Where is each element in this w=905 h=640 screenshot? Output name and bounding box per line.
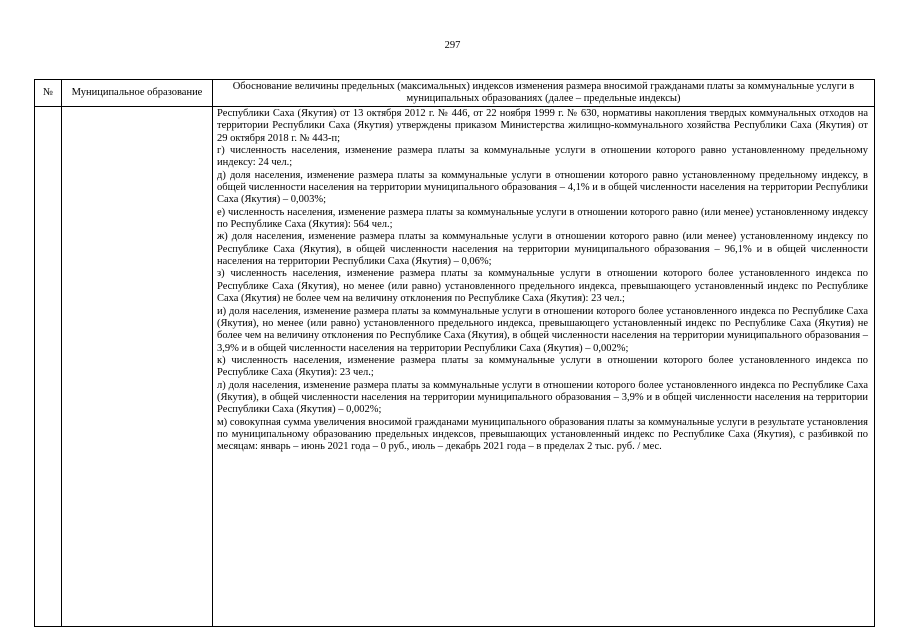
- cell-justification: [213, 107, 875, 627]
- paragraph-z: з) численность населения, изменение размера платы за коммунальные услуги в отношении которого более установленного индекса по Республике Саха (Якутия), но менее (или равно) установленного предельного индекса, превышающего установленный индекс по Республике Саха (Якутия) не более чем на величину отклонения по Республике Саха (Якутия): 23 чел.;: [217, 268, 868, 305]
- paragraph-i: и) доля населения, изменение размера платы за коммунальные услуги в отношении которого более установленного индекса по Республике Саха (Якутия), но менее (или равно) установленного предельного индекса, превышающего установленный индекс по Республике Саха (Якутия) не более чем на величину отклонения по Республике Саха (Якутия), в общей численности населения на территории муниципального образования – 3,9% и в общей численности населения на территории Республики Саха (Якутия) – 0,002%;: [217, 305, 868, 354]
- table-header-row: [35, 80, 875, 107]
- header-municipality: Муниципальное образование: [62, 80, 213, 107]
- cell-municipality: [62, 107, 213, 627]
- table-row: [35, 107, 875, 627]
- justification-table: [34, 79, 875, 627]
- paragraph-g: г) численность населения, изменение размера платы за коммунальные услуги в отношении которого равно установленному предельному индексу: 24 чел.;: [217, 145, 868, 169]
- paragraph-e: е) численность населения, изменение размера платы за коммунальные услуги в отношении которого равно (или менее) установленному индексу по Республике Саха (Якутия): 564 чел.;: [217, 206, 868, 231]
- paragraph-m: м) совокупная сумма увеличения вносимой гражданами муниципального образования платы за коммунальные услуги в результате установления по муниципальному образованию предельных индексов, превышающих установленный индекс по Республике Саха (Якутия), с разбивкой по месяцам: январь – июнь 2021 года – 0 руб., июль – декабрь 2021 года – в пределах 2 тыс. руб. / мес.: [217, 416, 868, 453]
- justification-text: [213, 107, 874, 454]
- page-number: 297: [444, 40, 461, 51]
- paragraph-continuation: Республики Саха (Якутия) от 13 октября 2012 г. № 446, от 22 ноября 1999 г. № 630, нормативы накопления твердых коммунальных отходов на территории Республики Саха (Якутия) утверждены приказом Министерства жилищно-коммунального хозяйства Республики Саха (Якутия) от 29 октября 2018 г. № 443-п;: [217, 108, 868, 144]
- cell-number: [35, 107, 62, 627]
- paragraph-d: д) доля населения, изменение размера платы за коммунальные услуги в отношении которого равно установленному предельному индексу, в общей численности населения на территории муниципального образования – 4,1% и в общей численности населения на территории Республики Саха (Якутия) – 0,003%;: [217, 169, 868, 206]
- paragraph-k: к) численность населения, изменение размера платы за коммунальные услуги в отношении которого более установленного индекса по Республике Саха (Якутия): 23 чел.;: [217, 354, 868, 379]
- header-number: №: [35, 80, 62, 107]
- header-justification: Обоснование величины предельных (максимальных) индексов изменения размера вносимой гражданами платы за коммунальные услуги в муниципальных образованиях (далее – предельные индексы): [213, 80, 875, 107]
- paragraph-zh: ж) доля населения, изменение размера платы за коммунальные услуги в отношении которого равно (или менее) установленному индексу по Республике Саха (Якутия), в общей численности населения на территории муниципального образования – 96,1% и в общей численности населения на территории Республики Саха (Якутия) – 0,06%;: [217, 231, 868, 268]
- paragraph-l: л) доля населения, изменение размера платы за коммунальные услуги в отношении которого более установленного индекса по Республике Саха (Якутия), в общей численности населения на территории муниципального образования – 3,9% и в общей численности населения на территории Республики Саха (Якутия) – 0,002%;: [217, 379, 868, 416]
